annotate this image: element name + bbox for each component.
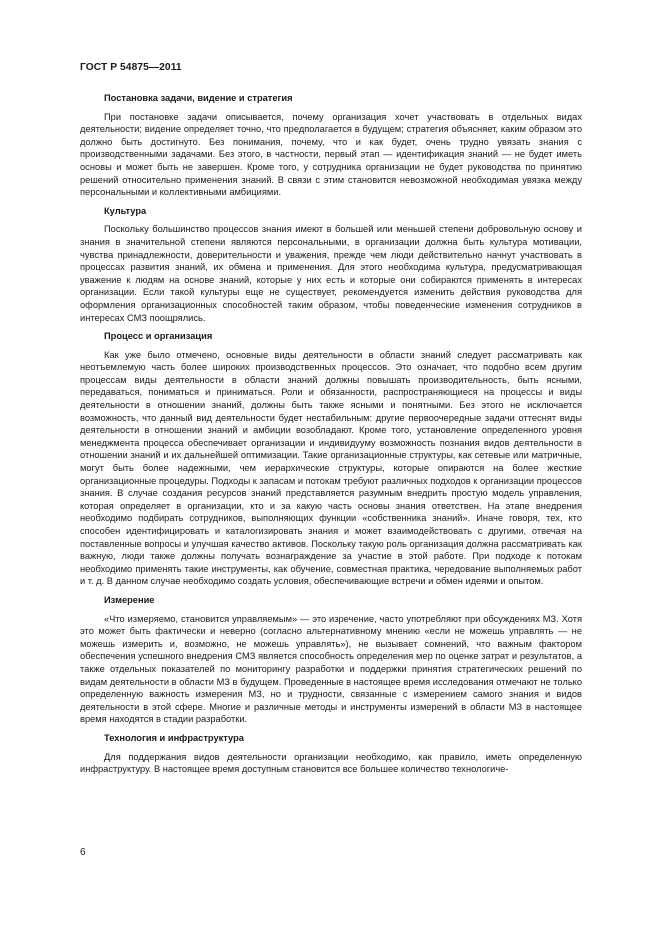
section-heading-process-organization: Процесс и организация xyxy=(104,331,213,342)
section-heading-measurement: Измерение xyxy=(104,594,155,605)
paragraph-technology-infrastructure: Для поддержания видов деятельности организации необходимо, как правило, иметь определенную инфраструктуру. В настоящее время доступным становится все большее количество технологиче- xyxy=(80,751,582,775)
page-number: 6 xyxy=(80,847,86,858)
paragraph-measurement: «Что измеряемо, становится управляемым» — это изречение, часто употребляют при обсуждениях МЗ. Хотя это может быть фактически и неверно (согласно альтернативному мнению «если не можешь управлять — не можешь измерить и, возможно, не можешь управлять»), не вызывает сомнений, что важным фактором обеспечения успешного внедрения СМЗ является способность определения мер по оценке затрат и результатов, а также отдельных показателей по мониторингу разработки и поддержки принятия стратегических решений по видам деятельности в области МЗ в будущем. Проведенные в настоящее время исследования отмечают не только определенную важность измерения МЗ, но и трудности, связанные с измерением самого знания и видов деятельности в этой сфере. Многие и различные методы и инструменты измерений в области МЗ в настоящее время находятся в стадии разработки. xyxy=(80,613,582,725)
section-heading-culture: Культура xyxy=(104,205,147,216)
paragraph-process-organization: Как уже было отмечено, основные виды деятельности в области знаний следует рассматривать как неотъемлемую часть более широких производственных процессов. Это означает, что подобно всем другим процессам виды деятельности в области знаний должны повышать производительность, быть ясными, передаваться, пониматься и приниматься. Роли и обязанности, распространяющиеся на процессы и виды деятельности в отношении знаний, должны быть также ясными и понятными. Без этого не исключается возможность, что данный вид деятельности будет нестабильным: другие первоочередные задачи оттеснят виды деятельности в отношении знаний и амбиции возобладают. Кроме того, установление определенного уровня менеджмента процесса обеспечивает организации и индивидууму возможность познания видов деятельности в отношении знаний и их дальнейшей оптимизации. Такие организационные структуры, как сетевые или матричные, могут быть более надежными, чем иерархические структуры, которые опираются на более жесткие организационные процедуры. Подходы к запасам и потокам требуют различных подходов к организации процессов знания. В случае создания ресурсов знаний представляется разумным внедрить простую модель управления, которая определяет в организации, кто и за какую часть основы знания ответствен. На этапе внедрения необходимо подбирать сотрудников, выполняющих функции «собственника знаний». Иначе говоря, тех, кто способен идентифицировать и каталогизировать знания и может взаимодействовать с другими, отвечая на поставленные вопросы и улучшая качество активов. Поскольку такую роль организация должна рассматривать как важную, люди также должны получать вознаграждение за участие в этой работе. При подходе к потокам необходимо применять такие инструменты, как обучение, совместная практика, чередование выполняемых работ и т. д. В данном случае необходимо создать условия, обеспечивающие встречи и обмен идеями и опытом. xyxy=(80,349,582,587)
standard-designation: ГОСТ Р 54875—2011 xyxy=(80,62,182,73)
section-heading-technology-infrastructure: Технология и инфраструктура xyxy=(104,732,244,743)
paragraph-task-vision-strategy: При постановке задачи описывается, почему организация хочет участвовать в отдельных видах деятельности; видение определяет точно, что предполагается в будущем; стратегия объясняет, каким образом это должно быть достигнуто. Без понимания, почему, что и как будет, очень трудно увязать знания с производственными задачами. Без этого, в частности, первый этап — идентификация знаний — не будет иметь основы и может быть не завершен. Кроме того, у сотрудника организации не будет руководства по принятию решений относительно применения знаний. В связи с этим становится невозможной необходимая увязка между персональными и коллективными амбициями. xyxy=(80,111,582,198)
page-body xyxy=(80,92,582,782)
paragraph-culture: Поскольку большинство процессов знания имеют в большей или меньшей степени добровольную основу и знания в значительной степени являются персональными, в организации должна быть культура мотивации, чувства принадлежности, доверительности и уважения, прежде чем люди действительно начнут участвовать в процессах развития знаний, их обмена и применения. Для этого необходима культура, предусматривающая уважение к людям на основе знаний, которые у них есть и которые они собираются применять в интересах организации. Если такой культуры еще не существует, рекомендуется изменить действия руководства для оформления организационных способностей таким образом, чтобы поведенческие изменения сотрудников в интересах СМЗ поощрялись. xyxy=(80,224,582,323)
section-heading-task-vision-strategy: Постановка задачи, видение и стратегия xyxy=(104,93,293,103)
